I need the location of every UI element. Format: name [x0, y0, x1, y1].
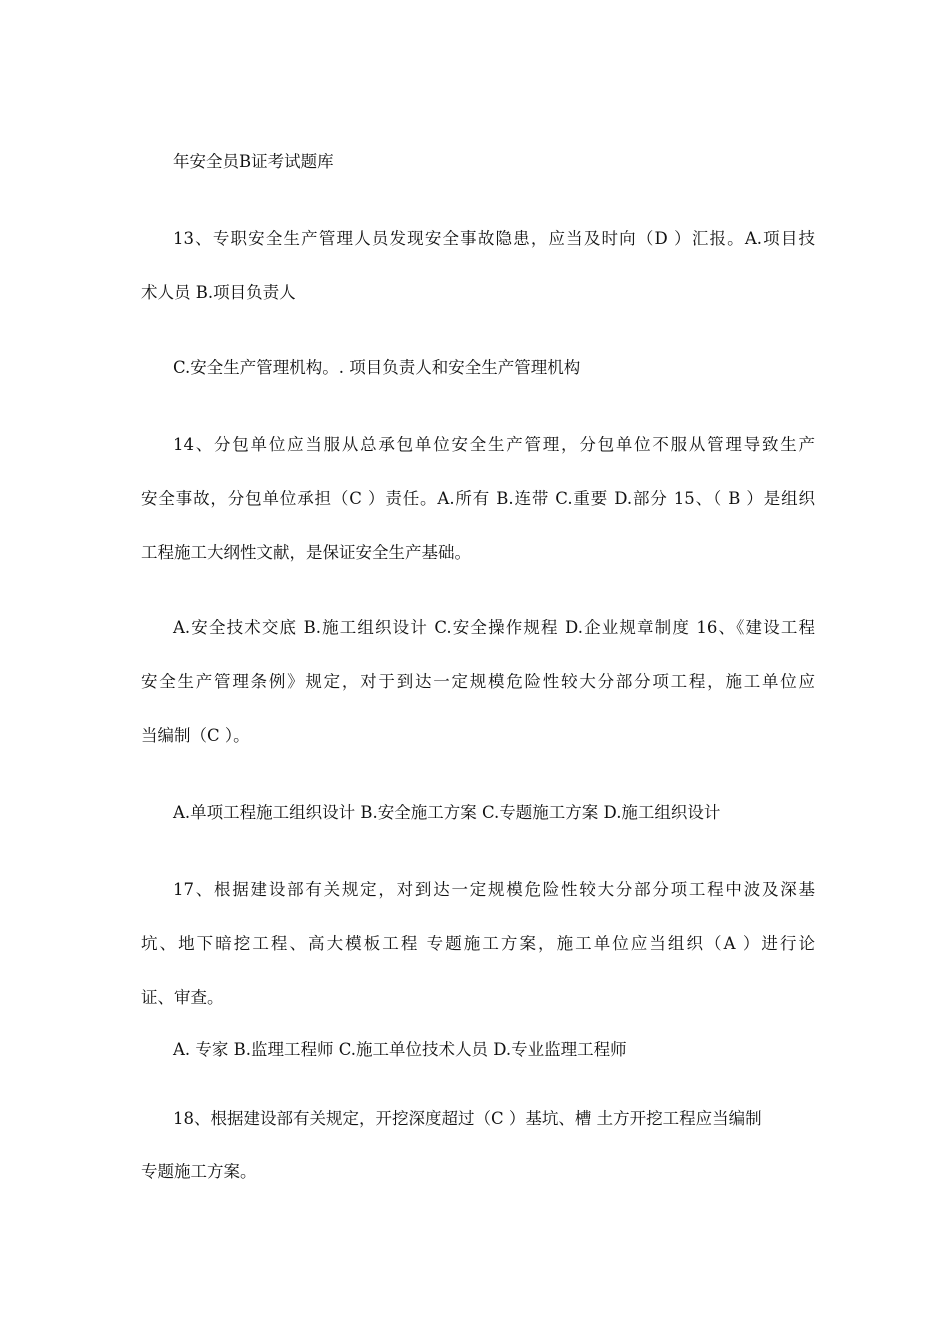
question-13-line-2: 术人员 B.项目负责人: [141, 283, 296, 302]
question-17-options: A. 专家 B.监理工程师 C.施工单位技术人员 D.专业监理工程师: [173, 1040, 627, 1059]
question-15-options: A.安全技术交底 B.施工组织设计 C.安全操作规程 D.企业规章制度 16、《建设工程: [173, 618, 815, 637]
question-17-line-3: 证、审查。: [141, 988, 224, 1007]
question-17-line-2: 坑、地下暗挖工程、高大模板工程 专题施工方案，施工单位应当组织（A ）进行论: [141, 934, 815, 953]
question-18-line-2: 专题施工方案。: [141, 1162, 257, 1181]
question-16-line-1: 安全生产管理条例》规定，对于到达一定规模危险性较大分部分项工程，施工单位应: [141, 672, 815, 691]
question-13-line-1: 13、专职安全生产管理人员发现安全事故隐患，应当及时向（D ）汇报。A.项目技: [173, 229, 815, 248]
question-14-line-1: 14、分包单位应当服从总承包单位安全生产管理，分包单位不服从管理导致生产: [173, 435, 815, 454]
question-18-line-1: 18、根据建设部有关规定，开挖深度超过（C ）基坑、槽 土方开挖工程应当编制: [173, 1109, 762, 1128]
question-17-line-1: 17、根据建设部有关规定，对到达一定规模危险性较大分部分项工程中波及深基: [173, 880, 815, 899]
document-title: 年安全员B证考试题库: [173, 152, 334, 171]
question-16-options: A.单项工程施工组织设计 B.安全施工方案 C.专题施工方案 D.施工组织设计: [173, 803, 721, 822]
question-13-options: C.安全生产管理机构。. 项目负责人和安全生产管理机构: [173, 358, 581, 377]
question-14-line-2: 安全事故，分包单位承担（C ）责任。A.所有 B.连带 C.重要 D.部分 15、（ B ）是组织: [141, 489, 815, 508]
question-15-line-1: 工程施工大纲性文献，是保证安全生产基础。: [141, 543, 471, 562]
question-16-line-2: 当编制（C ）。: [141, 726, 250, 745]
